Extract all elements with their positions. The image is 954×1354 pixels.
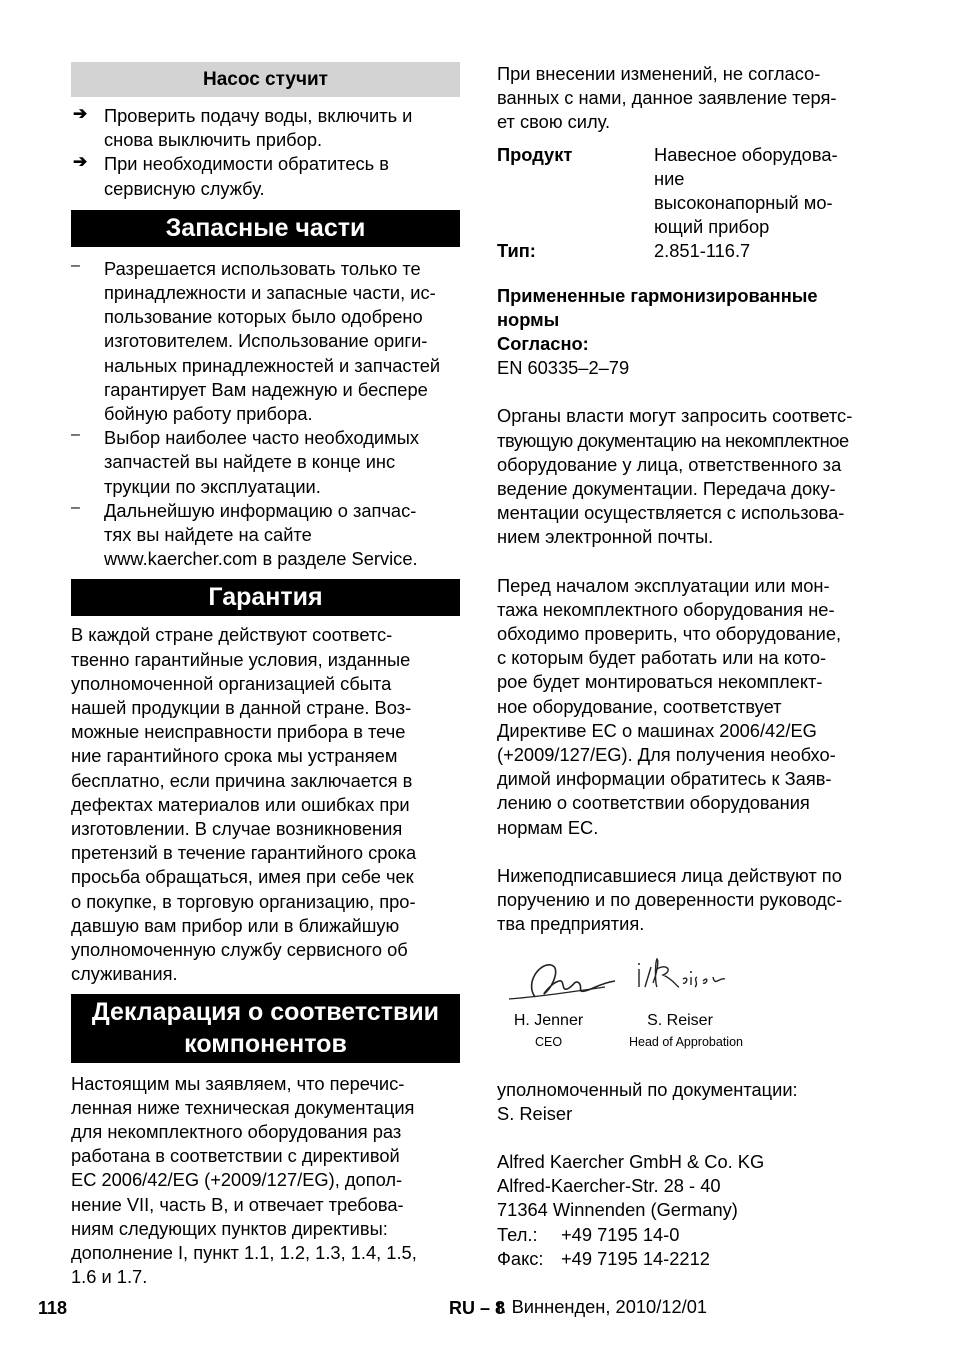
type-label: Тип: — [497, 240, 536, 262]
fax-line: Факс: +49 7195 14-2212 — [497, 1247, 710, 1269]
type-value: 2.851-116.7 — [654, 240, 751, 262]
signer-role: Head of Approbation — [629, 1034, 743, 1049]
table-row — [497, 143, 887, 240]
signer-role: CEO — [534, 1034, 563, 1049]
section-heading-declaration: Декларация о соответствии компонентов — [71, 994, 460, 1063]
signature-reiser — [633, 953, 733, 993]
signature-block — [497, 953, 887, 1068]
signer-name: S. Reiser — [647, 1011, 713, 1029]
section-heading-spares: Запасные части — [71, 210, 460, 247]
list-item: ➔ Проверить подачу воды, включить и снова выключить прибор. — [73, 104, 413, 151]
signature-jenner — [505, 953, 625, 1009]
table-row — [497, 239, 887, 263]
language-page-label: RU – 8 — [449, 1298, 506, 1318]
product-value: Навесное оборудова- ние высоконапорный мо- ющий прибор — [654, 143, 838, 238]
signatories-text: Нижеподписавшиеся лица действуют по поручению и по доверенности руководс- тва предприятия. — [497, 864, 843, 935]
page-number: 118 — [38, 1298, 68, 1318]
authorities-text: Органы власти могут запросить соответс- твующую документацию на некомплектное оборудование у лица, ответственного за ведение документации. Передача доку- ментации осуществляется с использова- нием электронной почты. — [497, 405, 853, 548]
arrow-right-icon: ➔ — [73, 152, 88, 172]
left-column — [71, 62, 460, 1289]
norms-block: Примененные гармонизированные нормы Согласно: EN 60335–2–79 — [497, 284, 818, 379]
intro-text: При внесении изменений, не согласо- ванных с нами, данное заявление теря- ет свою силу. — [497, 63, 837, 133]
list-item: – Выбор наиболее часто необходимых запчастей вы найдете в конце инс трукции по эксплуатации. — [71, 426, 419, 497]
dash-bullet: – — [71, 256, 80, 274]
declaration-text: Настоящим мы заявляем, что перечис- ленная ниже техническая документация для некомплектного оборудования раз работана в соответствии с директивой ЕС 2006/42/EG (+2009/127/EG), допол- нение VII, часть B, и отвечает требова- ниям следующих пунктов директивы: дополнение I, пункт 1.1, 1.2, 1.3, 1.4, 1.5, 1.6 и 1.7. — [71, 1072, 417, 1288]
arrow-right-icon: ➔ — [73, 104, 88, 123]
signer-name: H. Jenner — [513, 1011, 584, 1029]
commissioning-text: Перед началом эксплуатации или мон- тажа некомплектного оборудования не- обходимо проверить, что оборудование, с которым будет работать или на кото- рое будет монтироваться некомплект- ное оборудование, соответствует Директиве ЕС о машинах 2006/42/EG (+2009/127/EG). Для получения необхо- димой информации обратитесь к Заяв- лению о соответствии оборудования нормам ЕС. — [497, 574, 842, 838]
product-label: Продукт — [497, 143, 573, 165]
documentation-authority: уполномоченный по документации: S. Reiser — [497, 1078, 798, 1124]
section-heading-pump: Насос стучит — [71, 62, 460, 97]
company-address: Alfred Kaercher GmbH & Co. KG Alfred-Kaercher-Str. 28 - 40 71364 Winnenden (Germany) Тел.: +49 7195 14-0 Факс: +49 7195 14-2212 — [497, 1150, 887, 1271]
dash-bullet: – — [71, 498, 80, 516]
phone-line: Тел.: +49 7195 14-0 — [497, 1223, 680, 1245]
list-item: ➔ При необходимости обратитесь в сервисную службу. — [73, 152, 389, 199]
place-date: г. Винненден, 2010/12/01 — [497, 1295, 708, 1317]
list-item: – Дальнейшую информацию о запчас- тях вы найдете на сайте www.kaercher.com в разделе Service. — [71, 498, 418, 570]
section-heading-warranty: Гарантия — [71, 579, 460, 616]
right-column — [497, 62, 887, 1319]
dash-bullet: – — [71, 426, 80, 444]
product-spec-table — [497, 143, 887, 264]
warranty-text: В каждой стране действуют соответс- твенно гарантийные условия, изданные уполномоченной организацией сбыта нашей продукции в данной стране. Воз- можные неисправности прибора в тече ние гарантийного срока мы устраняем бесплатно, если причина заключается в дефектах материалов или ошибках при изготовлении. В случае возникновения претензий в течение гарантийного срока просьба обращаться, имея при себе чек о покупке, в торговую организацию, про- давшую вам прибор или в ближайшую уполномоченную службу сервисного об служивания. — [71, 624, 417, 985]
list-item: – Разрешается использовать только те принадлежности и запасные части, ис- пользование которых было одобрено изготовителем. Использование ориги- нальных принадлежностей и запчастей гарантирует Вам надежную и беспере бойную работу прибора. — [71, 256, 441, 425]
